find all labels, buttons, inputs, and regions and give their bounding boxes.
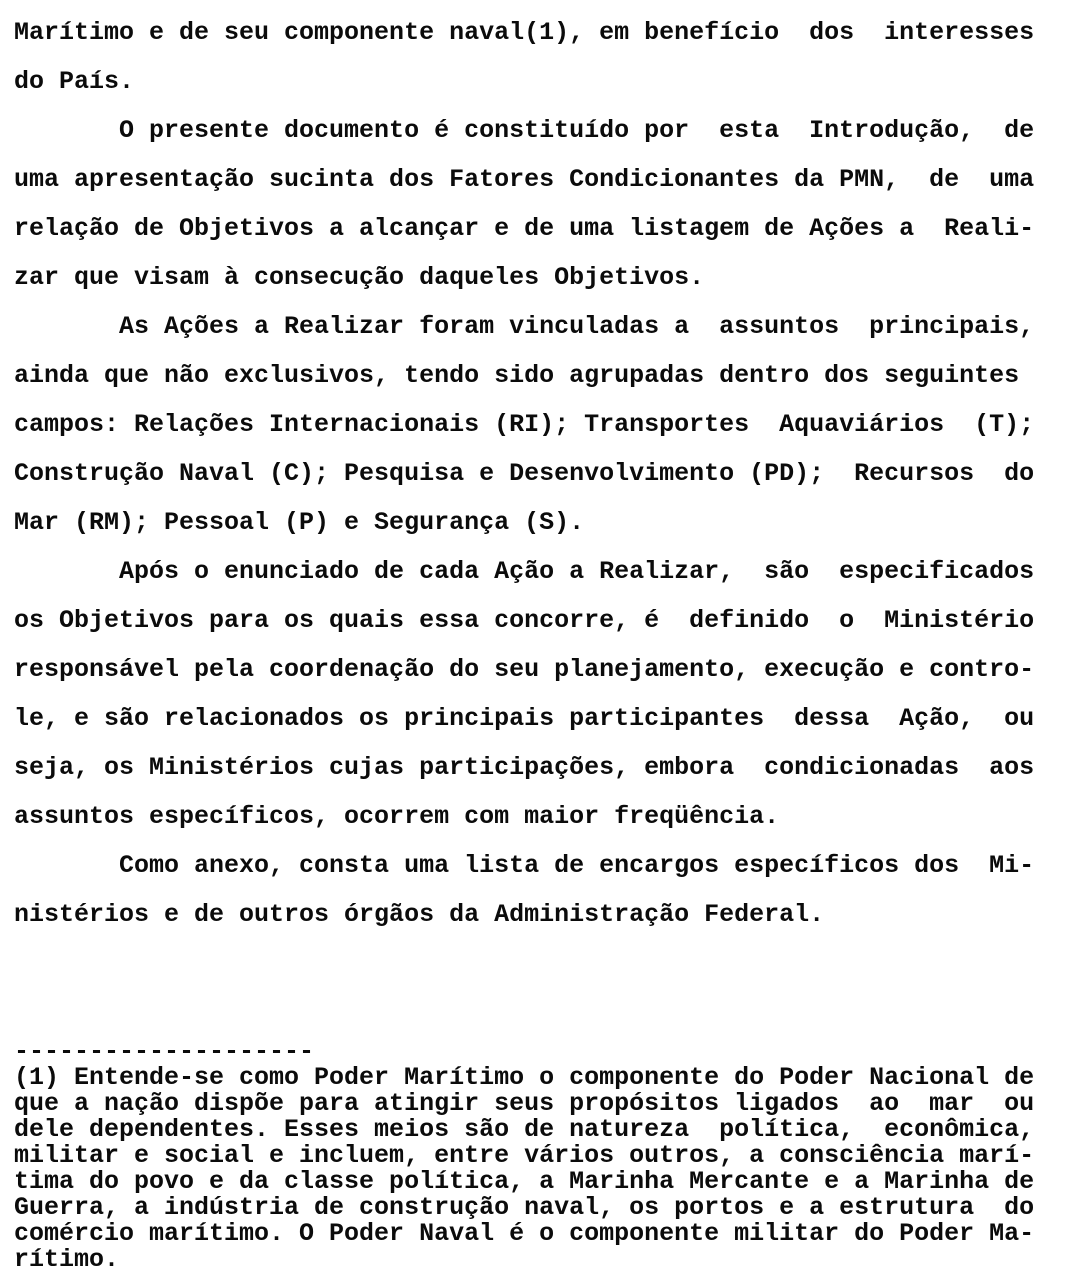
text-line: campos: Relações Internacionais (RI); Transportes Aquaviários (T); xyxy=(14,410,1035,439)
text-line: assuntos específicos, ocorrem com maior freqüência. xyxy=(14,802,780,831)
text-line: O presente documento é constituído por esta Introdução, de xyxy=(14,116,1035,145)
footnote-separator: -------------------- xyxy=(14,1037,315,1066)
text-line: Após o enunciado de cada Ação a Realizar, são especificados xyxy=(14,557,1035,586)
text-line: do País. xyxy=(14,67,135,96)
footnote-line: comércio marítimo. O Poder Naval é o componente militar do Poder Ma- xyxy=(14,1219,1035,1248)
text-line: nistérios e de outros órgãos da Administração Federal. xyxy=(14,900,825,929)
text-line: uma apresentação sucinta dos Fatores Condicionantes da PMN, de uma xyxy=(14,165,1035,194)
footnote-line: que a nação dispõe para atingir seus propósitos ligados ao mar ou xyxy=(14,1089,1035,1118)
body-text xyxy=(14,8,1067,939)
text-line: Construção Naval (C); Pesquisa e Desenvolvimento (PD); Recursos do xyxy=(14,459,1035,488)
footnote-line: (1) Entende-se como Poder Marítimo o componente do Poder Nacional de xyxy=(14,1063,1035,1092)
text-line: responsável pela coordenação do seu planejamento, execução e contro- xyxy=(14,655,1035,684)
footnote-line: tima do povo e da classe política, a Marinha Mercante e a Marinha de xyxy=(14,1167,1035,1196)
footnote-line: militar e social e incluem, entre vários outros, a consciência marí- xyxy=(14,1141,1035,1170)
text-line: Mar (RM); Pessoal (P) e Segurança (S). xyxy=(14,508,585,537)
text-line: os Objetivos para os quais essa concorre, é definido o Ministério xyxy=(14,606,1035,635)
footnote-line: Guerra, a indústria de construção naval, os portos e a estrutura do xyxy=(14,1193,1035,1222)
footnote xyxy=(14,1039,1067,1273)
text-line: As Ações a Realizar foram vinculadas a assuntos principais, xyxy=(14,312,1035,341)
text-line: Como anexo, consta uma lista de encargos específicos dos Mi- xyxy=(14,851,1035,880)
text-line: ainda que não exclusivos, tendo sido agrupadas dentro dos seguintes xyxy=(14,361,1020,390)
text-line: zar que visam à consecução daqueles Objetivos. xyxy=(14,263,705,292)
text-line: relação de Objetivos a alcançar e de uma listagem de Ações a Reali- xyxy=(14,214,1035,243)
text-line: seja, os Ministérios cujas participações, embora condicionadas aos xyxy=(14,753,1035,782)
text-line: Marítimo e de seu componente naval(1), em benefício dos interesses xyxy=(14,18,1035,47)
footnote-line: rítimo. xyxy=(14,1245,120,1274)
footnote-line: dele dependentes. Esses meios são de natureza política, econômica, xyxy=(14,1115,1035,1144)
text-line: le, e são relacionados os principais participantes dessa Ação, ou xyxy=(14,704,1035,733)
